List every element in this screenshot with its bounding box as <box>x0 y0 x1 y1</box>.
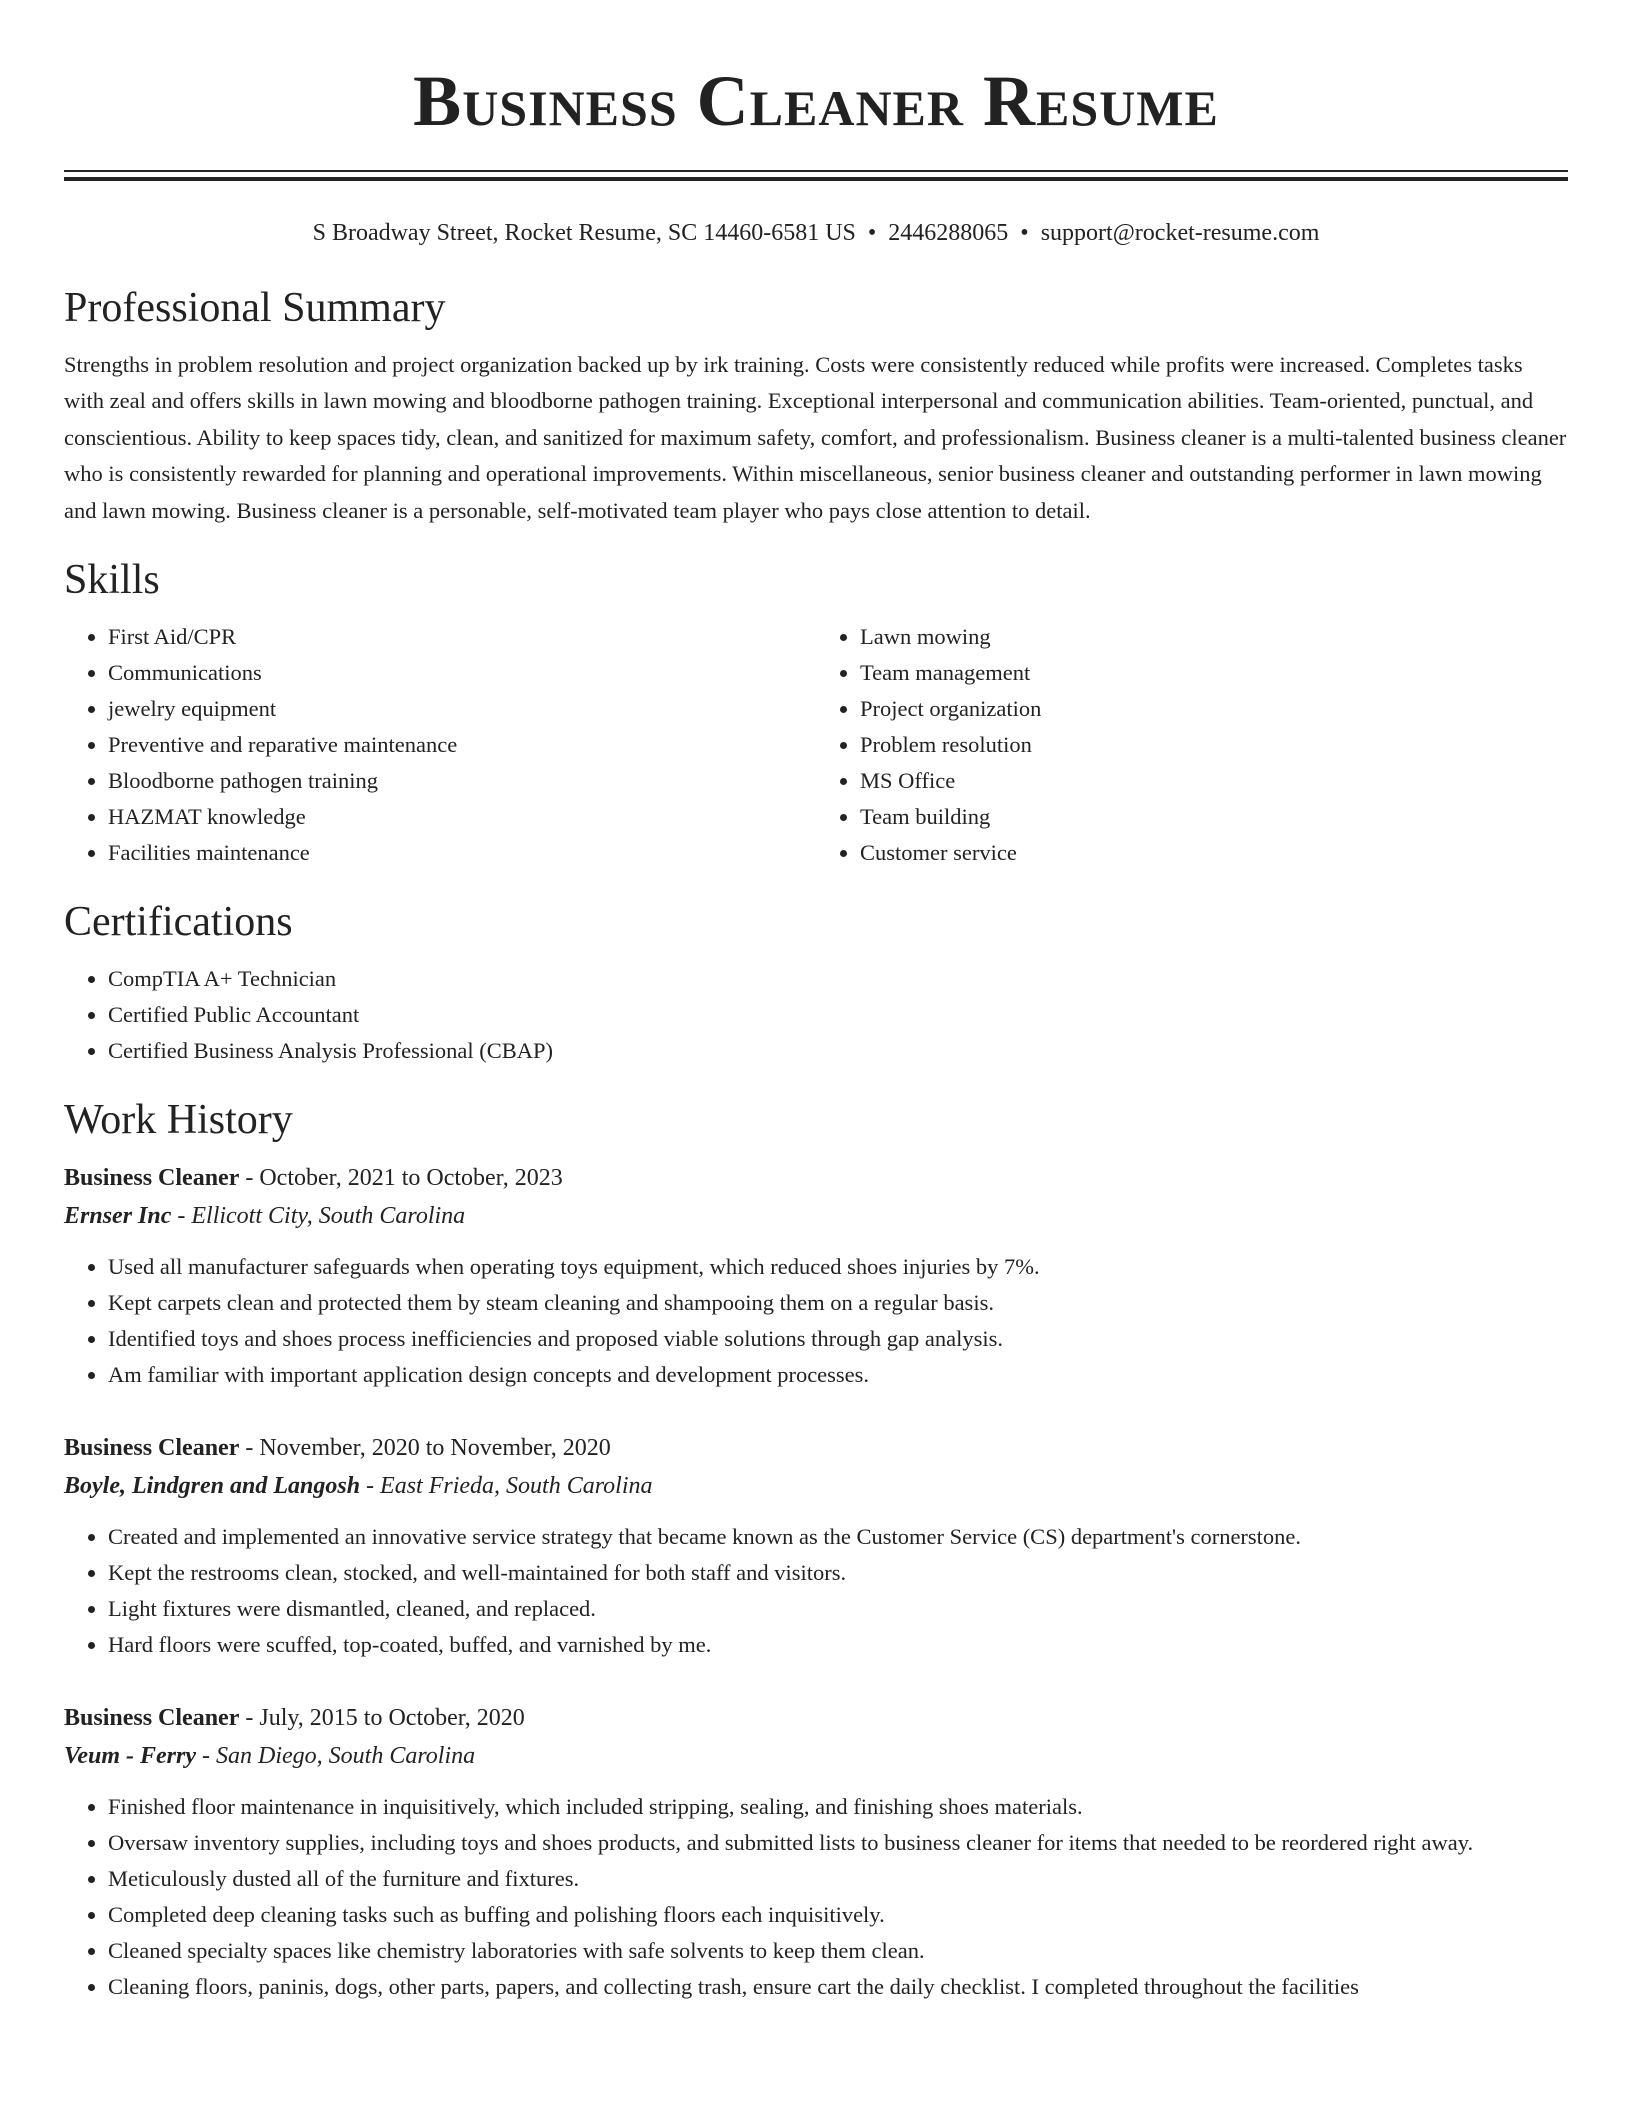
skill-item: • Communications <box>108 655 816 691</box>
contact-email: support@rocket-resume.com <box>1040 220 1320 246</box>
job-entry <box>64 1429 1568 1663</box>
job-entry <box>64 1699 1568 2005</box>
title-divider-thick <box>64 177 1568 181</box>
job-title-line <box>64 1699 1568 1737</box>
job-duty-item: • Oversaw inventory supplies, including toys and shoes products, and submitted lists to business cleaner for items that needed to be reordered right away. <box>108 1825 1568 1861</box>
skill-item: • Bloodborne pathogen training <box>108 763 816 799</box>
resume-title: Business Cleaner Resume <box>413 61 1219 141</box>
job-company-line <box>64 1737 1568 1775</box>
job-duty-item: • Light fixtures were dismantled, cleaned, and replaced. <box>108 1591 1568 1627</box>
job-company: Veum - Ferry <box>64 1743 196 1770</box>
job-title: Business Cleaner <box>64 1705 240 1732</box>
job-duty-item: • Identified toys and shoes process inefficiencies and proposed viable solutions through gap analysis. <box>108 1321 1568 1357</box>
certifications-heading: Certifications <box>64 899 293 946</box>
job-duty-item: • Completed deep cleaning tasks such as buffing and polishing floors each inquisitively. <box>108 1897 1568 1933</box>
job-dates: - November, 2020 to November, 2020 <box>239 1435 611 1462</box>
job-duties <box>64 1249 1568 1393</box>
skill-item: • Customer service <box>860 835 1568 871</box>
certifications-list <box>64 961 1568 1069</box>
skill-item: • Problem resolution <box>860 727 1568 763</box>
job-duty-item: • Cleaning floors, paninis, dogs, other parts, papers, and collecting trash, ensure cart the daily checklist. I completed throughout the facilities <box>108 1969 1568 2005</box>
job-duty-item: • Hard floors were scuffed, top-coated, buffed, and varnished by me. <box>108 1627 1568 1663</box>
certification-item: • CompTIA A+ Technician <box>108 961 1568 997</box>
job-duties <box>64 1519 1568 1663</box>
job-duty-item: • Created and implemented an innovative service strategy that became known as the Customer Service (CS) department's cornerstone. <box>108 1519 1568 1555</box>
job-company-line <box>64 1197 1568 1235</box>
contact-address: S Broadway Street, Rocket Resume, SC 14460-6581 US <box>312 220 856 246</box>
summary-heading: Professional Summary <box>64 285 446 331</box>
skill-item: • Team management <box>860 655 1568 691</box>
contact-phone: 2446288065 <box>888 220 1009 246</box>
job-location: - East Frieda, South Carolina <box>360 1473 653 1500</box>
job-duty-item: • Meticulously dusted all of the furniture and fixtures. <box>108 1861 1568 1897</box>
job-company: Ernser Inc <box>64 1203 172 1230</box>
job-title-line <box>64 1429 1568 1467</box>
skill-item: • First Aid/CPR <box>108 619 816 655</box>
skill-item: • Facilities maintenance <box>108 835 816 871</box>
job-duties <box>64 1789 1568 2005</box>
job-title-line <box>64 1159 1568 1197</box>
job-duty-item: • Finished floor maintenance in inquisitively, which included stripping, sealing, and finishing shoes materials. <box>108 1789 1568 1825</box>
job-dates: - October, 2021 to October, 2023 <box>239 1165 563 1192</box>
job-entry <box>64 1159 1568 1393</box>
work-history-heading: Work History <box>64 1097 293 1144</box>
certification-item: • Certified Public Accountant <box>108 997 1568 1033</box>
job-duty-item: • Kept the restrooms clean, stocked, and well-maintained for both staff and visitors. <box>108 1555 1568 1591</box>
job-title: Business Cleaner <box>64 1435 240 1462</box>
skills-heading: Skills <box>64 557 160 604</box>
skills-list <box>64 619 1568 871</box>
certification-item: • Certified Business Analysis Professional (CBAP) <box>108 1033 1568 1069</box>
job-company: Boyle, Lindgren and Langosh <box>64 1473 361 1500</box>
skills-column-right <box>816 619 1568 871</box>
contact-line <box>64 217 1568 249</box>
job-duty-item: • Kept carpets clean and protected them by steam cleaning and shampooing them on a regular basis. <box>108 1285 1568 1321</box>
job-duty-item: • Used all manufacturer safeguards when operating toys equipment, which reduced shoes injuries by 7%. <box>108 1249 1568 1285</box>
skill-item: • jewelry equipment <box>108 691 816 727</box>
skill-item: • Project organization <box>860 691 1568 727</box>
skill-item: • HAZMAT knowledge <box>108 799 816 835</box>
skill-item: • Lawn mowing <box>860 619 1568 655</box>
skills-column-left <box>64 619 816 871</box>
skill-item: • Team building <box>860 799 1568 835</box>
job-duty-item: • Cleaned specialty spaces like chemistry laboratories with safe solvents to keep them clean. <box>108 1933 1568 1969</box>
job-title: Business Cleaner <box>64 1165 240 1192</box>
job-dates: - July, 2015 to October, 2020 <box>239 1705 525 1732</box>
contact-separator: • <box>1020 220 1029 246</box>
skill-item: • Preventive and reparative maintenance <box>108 727 816 763</box>
job-location: - San Diego, South Carolina <box>196 1743 476 1770</box>
title-divider-thin <box>64 170 1568 172</box>
job-company-line <box>64 1467 1568 1505</box>
summary-text: Strengths in problem resolution and project organization backed up by irk training. Costs were consistently reduced while profits were increased. Completes tasks with zeal and offers skills in lawn mowing and bloodborne pathogen training. Exceptional interpersonal and communication abilities. Team-oriented, punctual, and conscientious. Ability to keep spaces tidy, clean, and sanitized for maximum safety, comfort, and professionalism. Business cleaner is a multi-talented business cleaner who is consistently rewarded for planning and operational improvements. Within miscellaneous, senior business cleaner and outstanding performer in lawn mowing and lawn mowing. Business cleaner is a personable, self-motivated team player who pays close attention to detail. <box>64 352 1567 523</box>
job-duty-item: • Am familiar with important application design concepts and development processes. <box>108 1357 1568 1393</box>
skill-item: • MS Office <box>860 763 1568 799</box>
job-location: - Ellicott City, South Carolina <box>171 1203 466 1230</box>
contact-separator: • <box>867 220 877 246</box>
